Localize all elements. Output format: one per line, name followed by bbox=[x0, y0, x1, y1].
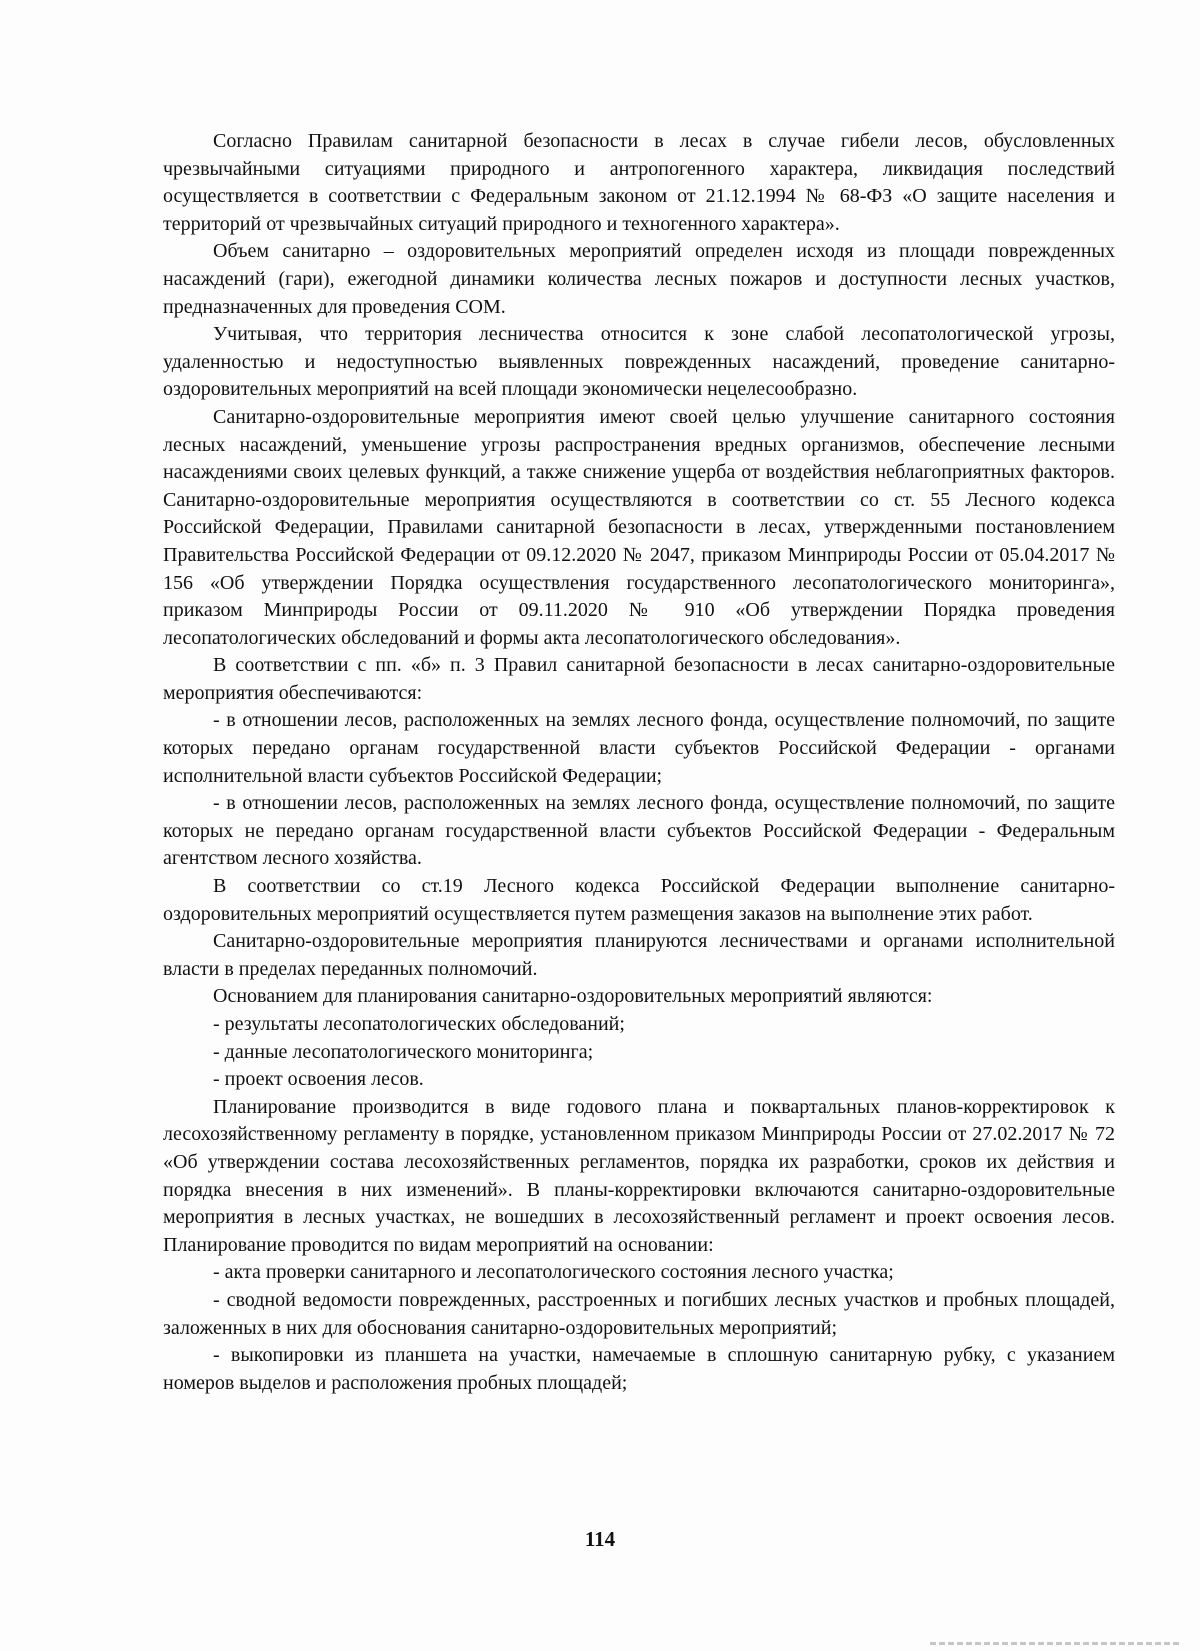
paragraph-9: Планирование производится в виде годового плана и поквартальных планов-корректировок к лесохозяйственному регламенту в порядке, установленном приказом Минприроды России от 27.02.2017 № 72 «Об утверждении состава лесохозяйственных регламентов, порядка их разработки, сроков их действия и порядка внесения в них изменений». В планы-корректировки включаются санитарно-оздоровительные мероприятия в лесных участках, не вошедших в лесохозяйственный регламент и проект освоения лесов. Планирование проводится по видам мероприятий на основании: bbox=[163, 1095, 1115, 1256]
document-body bbox=[163, 128, 1115, 1397]
list-item-6: - акта проверки санитарного и лесопатологического состояния лесного участка; bbox=[213, 1261, 894, 1284]
paragraph-5: В соответствии с пп. «б» п. 3 Правил санитарной безопасности в лесах санитарно-оздоровительные мероприятия обеспечиваются: bbox=[163, 654, 1115, 704]
paragraph-1: Согласно Правилам санитарной безопасности в лесах в случае гибели лесов, обусловленных чрезвычайными ситуациями природного и антропогенного характера, ликвидация последствий осуществляется в соответствии с Федеральным законом от 21.12.1994 № 68-ФЗ «О защите населения и территорий от чрезвычайных ситуаций природного и техногенного характера». bbox=[163, 130, 1115, 235]
list-item-1: - в отношении лесов, расположенных на землях лесного фонда, осуществление полномочий, по защите которых передано органам государственной власти субъектов Российской Федерации - органами исполнительной власти субъектов Российской Федерации; bbox=[163, 709, 1115, 787]
paragraph-8: Основанием для планирования санитарно-оздоровительных мероприятий являются: bbox=[213, 985, 933, 1008]
list-item-2: - в отношении лесов, расположенных на землях лесного фонда, осуществление полномочий, по защите которых не передано органам государственной власти субъектов Российской Федерации - Федеральным агентством лесного хозяйства. bbox=[163, 792, 1115, 870]
list-item-8: - выкопировки из планшета на участки, намечаемые в сплошную санитарную рубку, с указанием номеров выделов и расположения пробных площадей; bbox=[163, 1344, 1115, 1394]
paragraph-6: В соответствии со ст.19 Лесного кодекса Российской Федерации выполнение санитарно-оздоровительных мероприятий осуществляется путем размещения заказов на выполнение этих работ. bbox=[163, 875, 1115, 925]
list-item-4: - данные лесопатологического мониторинга; bbox=[213, 1040, 594, 1063]
list-item-7: - сводной ведомости поврежденных, расстроенных и погибших лесных участков и пробных площадей, заложенных в них для обоснования санитарно-оздоровительных мероприятий; bbox=[163, 1288, 1115, 1339]
paragraph-3: Учитывая, что территория лесничества относится к зоне слабой лесопатологической угрозы, удаленностью и недоступностью выявленных поврежденных насаждений, проведение санитарно-оздоровительных мероприятий на всей площади экономически нецелесообразно. bbox=[163, 323, 1115, 401]
scan-edge-artifact bbox=[930, 1642, 1180, 1645]
paragraph-7: Санитарно-оздоровительные мероприятия планируются лесничествами и органами исполнительной власти в пределах переданных полномочий. bbox=[163, 930, 1115, 980]
paragraph-4: Санитарно-оздоровительные мероприятия имеют своей целью улучшение санитарного состояния лесных насаждений, уменьшение угрозы распространения вредных организмов, обеспечение лесными насаждениями своих целевых функций, а также снижение ущерба от воздействия неблагоприятных факторов. Санитарно-оздоровительные мероприятия осуществляются в соответствии со ст. 55 Лесного кодекса Российской Федерации, Правилами санитарной безопасности в лесах, утвержденными постановлением Правительства Российской Федерации от 09.12.2020 № 2047, приказом Минприроды России от 05.04.2017 № 156 «Об утверждении Порядка осуществления государственного лесопатологического мониторинга», приказом Минприроды России от 09.11.2020 № 910 «Об утверждении Порядка проведения лесопатологических обследований и формы акта лесопатологического обследования». bbox=[163, 405, 1115, 649]
page-number: 114 bbox=[584, 1527, 616, 1551]
paragraph-2: Объем санитарно – оздоровительных мероприятий определен исходя из площади поврежденных насаждений (гари), ежегодной динамики количества лесных пожаров и доступности лесных участков, предназначенных для проведения СОМ. bbox=[163, 240, 1115, 318]
list-item-3: - результаты лесопатологических обследований; bbox=[213, 1013, 625, 1035]
list-item-5: - проект освоения лесов. bbox=[213, 1068, 424, 1091]
